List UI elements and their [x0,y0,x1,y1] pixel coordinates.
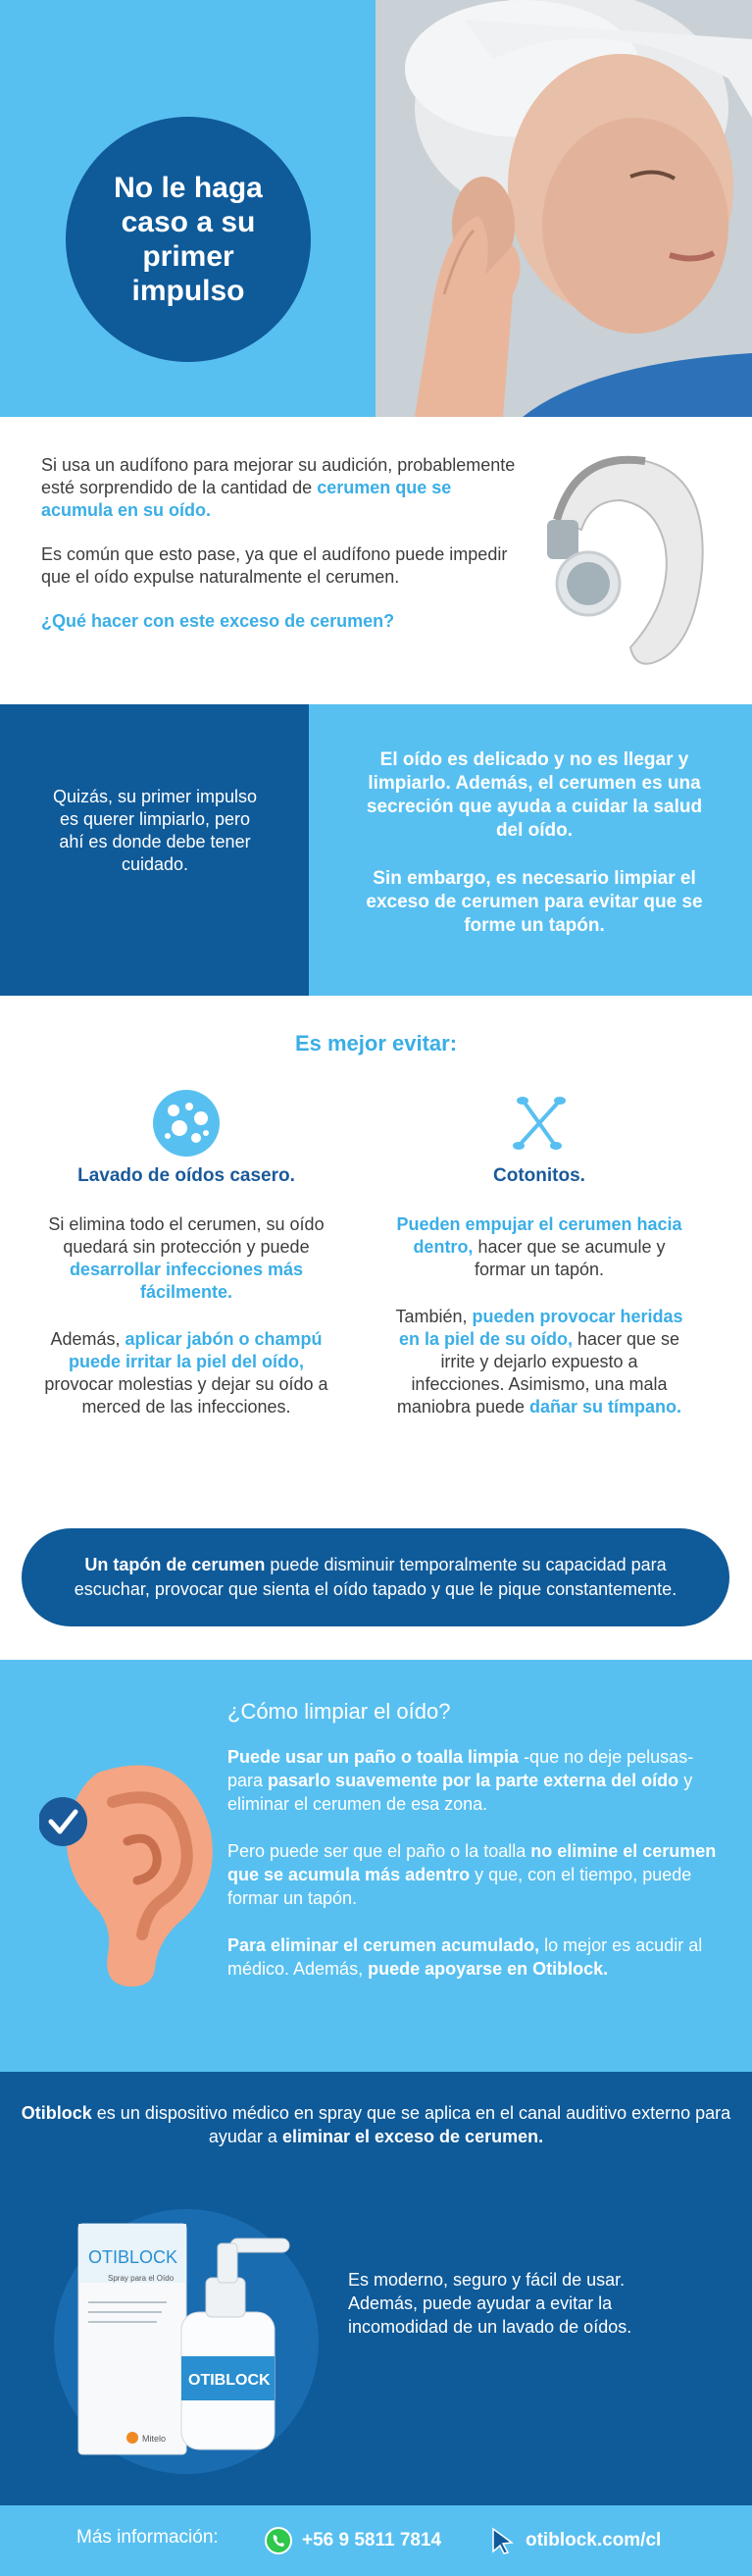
swabs-p1-text: hacer que se acumule y formar un tapón. [473,1237,666,1279]
avoid-wash-body [39,1213,333,1443]
warning-text [72,1553,679,1602]
footer-label: Más información: [76,2527,219,2548]
swabs-p2-highlight: pueden provocar heridas en la piel de su oído, [398,1307,683,1349]
clean-p3-bold-2: puede apoyarse en Otiblock. [368,1959,609,1979]
clean-p3-bold: Para eliminar el cerumen acumulado, [227,1935,540,1955]
footer-phone[interactable] [265,2527,441,2554]
footer-phone-text: +56 9 5811 7814 [302,2530,442,2550]
warning-rest: puede disminuir temporalmente su capacidad para escuchar, provocar que sienta el oído tapado y que le pique constantemente. [74,1555,677,1599]
clean-p2-text-2: y que, con el tiempo, puede formar un tapón. [227,1865,692,1908]
clean-p2-text: Pero puede ser que el paño o la toalla [227,1841,531,1861]
avoid-wash-p2 [39,1328,333,1418]
product-intro-bold-2: eliminar el exceso de cerumen. [281,2127,544,2146]
hero-title: No le haga caso a su primer impulso [114,172,263,307]
clean-p3 [227,1933,718,1981]
clean-p2-bold: no elimine el cerumen que se acumula más adentro [227,1841,717,1884]
wash-p2-text-a: Además, [50,1329,125,1349]
swabs-p2-text-b: hacer que se irrite y dejarlo expuesto a infecciones. Asimismo, una mala maniobra puede [396,1329,680,1417]
footer-website-link[interactable] [490,2527,661,2554]
swabs-p2-highlight-2: dañar su tímpano. [529,1397,682,1417]
impulse-left-panel [0,704,309,996]
product-section [0,2072,752,2505]
product-intro-bold: Otiblock [21,2103,92,2123]
swabs-p2-text-a: También, [395,1307,473,1326]
clean-p1 [227,1745,718,1816]
wash-p2-highlight: aplicar jabón o champú puede irritar la piel del oído, [68,1329,323,1371]
warning-bold: Un tapón de cerumen [84,1555,266,1574]
wash-p1-highlight: desarrollar infecciones más fácilmente. [69,1260,304,1302]
avoid-section [0,996,752,1660]
avoid-swabs-p1 [392,1213,686,1281]
impulse-left-text: Quizás, su primer impulso es querer limpiarlo, pero ahí es donde debe tener cuidado. [52,787,258,874]
impulse-right-text [353,748,716,962]
avoid-wash-heading: Lavado de oídos casero. [77,1165,295,1186]
box-maker-text: Mitelo [142,2434,167,2444]
intro-text [41,454,522,654]
intro-p1-text: Si usa un audífono para mejorar su audición, probablemente esté sorprendido de la cantidad de [41,455,516,497]
hero-photo-woman-listening [376,0,752,417]
impulse-right-p1: El oído es delicado y no es llegar y limpiarlo. Además, el cerumen es una secreción que ayuda a cuidar la salud del oído. [366,749,703,841]
ear-illustration [39,1753,226,1988]
product-intro [20,2101,732,2148]
wax-plug-warning-banner [22,1528,729,1626]
cursor-icon [490,2527,516,2554]
how-to-clean-body [227,1745,718,2004]
impulse-right-p2: Sin embargo, es necesario limpiar el exceso de cerumen para evitar que se forme un tapón. [366,868,703,936]
hearing-aid-icon [537,451,714,677]
clean-p1-bold-2: pasarlo suavemente por la parte externa del oído [268,1771,679,1790]
otiblock-product-image [49,2185,324,2479]
avoid-title: Es mejor evitar: [294,1031,458,1056]
clean-p3-text: lo mejor es acudir al médico. Además, [227,1935,703,1979]
clean-p2 [227,1839,718,1910]
swabs-p1-highlight: Pueden empujar el cerumen hacia dentro, [396,1214,682,1257]
how-to-clean-title: ¿Cómo limpiar el oído? [227,1699,451,1724]
clean-p1-bold: Puede usar un paño o toalla limpia [227,1747,520,1767]
avoid-swabs-body [392,1213,686,1443]
intro-paragraph-1 [41,454,522,522]
box-brand-text: OTIBLOCK [88,2247,178,2267]
clean-p1-text: -que no deje pelusas- para [227,1747,694,1790]
impulse-section [0,704,752,996]
intro-question: ¿Qué hacer con este exceso de cerumen? [41,611,395,631]
footer-website-text: otiblock.com/cl [526,2530,662,2550]
avoid-swabs-p2 [392,1306,686,1418]
footer [0,2505,752,2576]
clean-p1-text-2: y eliminar el cerumen de esa zona. [227,1771,693,1814]
product-intro-text: es un dispositivo médico en spray que se aplica en el canal auditivo externo para ayudar a [91,2103,731,2146]
woman-illustration [376,0,752,417]
hero-circle [66,117,311,362]
hero-section [0,0,752,417]
bottle-brand-text: OTIBLOCK [188,2372,271,2389]
cotton-swab-icon [505,1089,574,1158]
intro-paragraph-2: Es común que esto pase, ya que el audífono puede impedir que el oído expulse naturalmente el cerumen. [41,544,508,587]
whatsapp-icon [265,2527,292,2554]
intro-p1-highlight: cerumen que se acumula en su oído. [41,478,452,520]
box-sub-text: Spray para el Oído [108,2274,175,2283]
wash-p2-text-b: provocar molestias y dejar su oído a merced de las infecciones. [44,1374,328,1417]
how-to-clean-section [0,1660,752,2072]
avoid-wash-p1 [39,1213,333,1304]
avoid-swabs-heading: Cotonitos. [493,1165,585,1186]
intro-section [0,417,752,704]
wash-p1-text: Si elimina todo el cerumen, su oído quedará sin protección y puede [48,1214,325,1257]
foam-bubbles-icon [152,1089,221,1158]
product-description: Es moderno, seguro y fácil de usar. Además, puede ayudar a evitar la incomodidad de un lavado de oídos. [348,2270,632,2337]
